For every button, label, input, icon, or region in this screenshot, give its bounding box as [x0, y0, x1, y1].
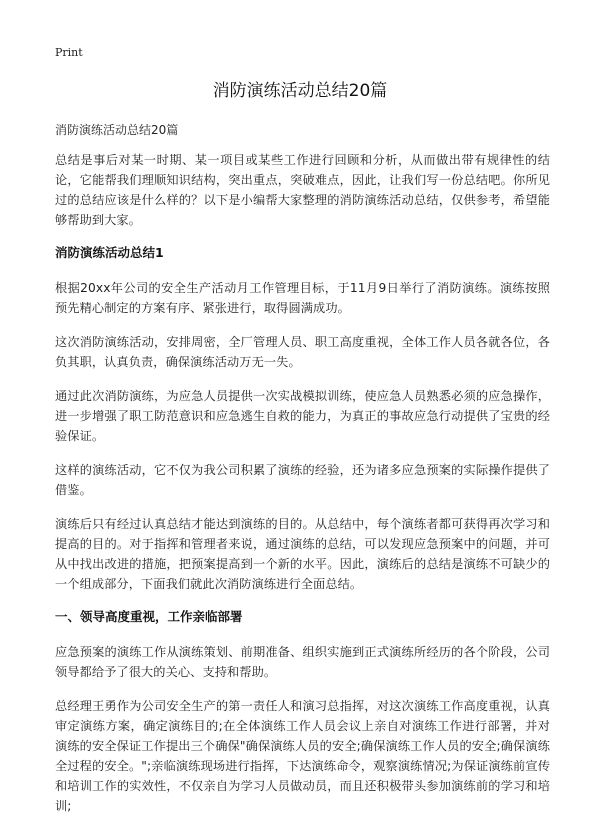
print-label[interactable]: Print	[55, 46, 83, 59]
paragraph: 总结是事后对某一时期、某一项目或某些工作进行回顾和分析，从而做出带有规律性的结论，它能帮我们理顺知识结构，突出重点，突破难点，因此，让我们写一份总结吧。你所见过的总结应该是什么样的？以下是小编帮大家整理的消防演练活动总结，仅供参考，希望能够帮助到大家。	[55, 153, 550, 227]
page-title: 消防演练活动总结20篇	[212, 81, 388, 101]
document-subtitle: 消防演练活动总结20篇	[55, 123, 179, 137]
paragraph: 应急预案的演练工作从演练策划、前期准备、组织实施到正式演练所经历的各个阶段，公司领导都给予了很大的关心、支持和帮助。	[55, 645, 550, 679]
paragraph: 这次消防演练活动，安排周密，全厂管理人员、职工高度重视，全体工作人员各就各位，各负其职，认真负责，确保演练活动万无一失。	[55, 335, 550, 369]
paragraph: 通过此次消防演练，为应急人员提供一次实战模拟训练，使应急人员熟悉必须的应急操作，进一步增强了职工防范意识和应急逃生自救的能力，为真正的事故应急行动提供了宝贵的经验保证。	[55, 389, 550, 443]
paragraph: 演练后只有经过认真总结才能达到演练的目的。从总结中，每个演练者都可获得再次学习和提高的目的。对于指挥和管理者来说，通过演练的总结，可以发现应急预案中的问题，并可从中找出改进的措施，把预案提高到一个新的水平。因此，演练后的总结是演练不可缺少的一个组成部分，下面我们就此次消防演练进行全面总结。	[55, 517, 550, 591]
document-body	[55, 150, 550, 830]
paragraph: 根据20xx年公司的安全生产活动月工作管理目标，于11月9日举行了消防演练。演练按照预先精心制定的方案有序、紧张进行，取得圆满成功。	[55, 281, 550, 315]
paragraph: 这样的演练活动，它不仅为我公司积累了演练的经验，还为诸多应急预案的实际操作提供了借鉴。	[55, 463, 550, 497]
paragraph: 总经理王勇作为公司安全生产的第一责任人和演习总指挥，对这次演练工作高度重视，认真审定演练方案，确定演练目的;在全体演练工作人员会议上亲自对演练工作进行部署，并对演练的安全保证工作提出三个确保"确保演练人员的安全;确保演练工作人员的安全;确保演练全过程的安全。";亲临演练现场进行指挥，下达演练命令，观察演练情况;为保证演练前宣传和培训工作的实效性，不仅亲自为学习人员做动员，而且还积极带头参加演练前的学习和培训;	[55, 699, 550, 813]
section-heading: 消防演练活动总结1	[55, 245, 164, 260]
section-heading: 一、领导高度重视，工作亲临部署	[55, 609, 243, 624]
